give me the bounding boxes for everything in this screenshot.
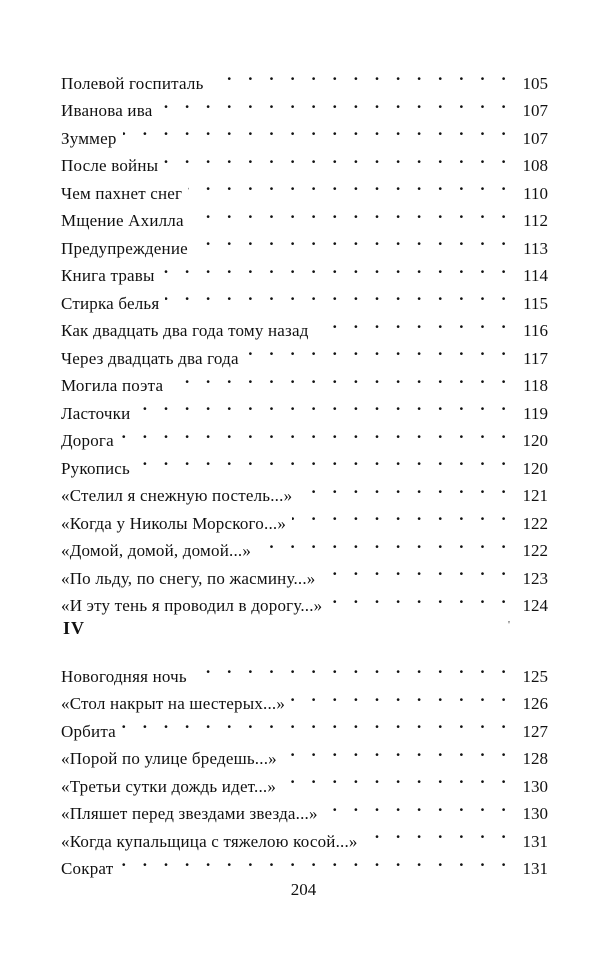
toc-entry-page: 120 [522,431,548,450]
toc-entry-title: Через двадцать два года [61,348,239,368]
toc-dot-leader [122,709,512,737]
toc-entry-page: 117 [523,348,548,368]
toc-entry-title: «По льду, по снегу, по жасмину...» [61,568,316,588]
toc-dot-leader [324,792,512,820]
toc-entry-title: После войны [61,156,159,175]
toc-entry-page: 116 [523,321,548,340]
toc-entry-title: «Когда купальщица с тяжелою косой...» [61,831,358,851]
toc-entry-title: «Пляшет перед звездами звезда...» [61,804,318,823]
toc-dot-leader [210,61,512,89]
toc-entry-title: Как двадцать два года тому назад [61,321,309,340]
toc-entry-title: Орбита [61,721,116,741]
toc-dot-leader [193,654,512,682]
toc-entry-page: 126 [522,694,548,713]
toc-dot-leader [292,501,512,529]
toc-entry-title: «И эту тень я проводил в дорогу...» [61,596,323,615]
toc-entry-title: Дорога [61,431,114,450]
toc-entry-page: 112 [523,211,548,230]
toc-entry [61,654,548,686]
toc-dot-leader [328,584,512,612]
toc-entry-page: 122 [522,513,548,533]
toc-entry-title: Чем пахнет снег [61,183,183,203]
toc-entry-title: «Когда у Николы Морского...» [61,513,287,533]
toc-entry-page: 114 [523,266,548,285]
page-number: 204 [290,880,317,899]
section-heading: IV [63,618,86,638]
toc-entry-title: «Стелил я снежную постель...» [61,486,293,505]
toc-dot-leader [123,116,512,144]
toc-dot-leader [291,682,512,710]
toc-dot-leader [158,89,512,117]
toc-entry-page: 120 [522,458,548,478]
toc-entry [61,116,548,148]
toc-dot-leader [169,364,512,392]
toc-entry-title: Сократ [61,859,114,878]
toc-entry-page: 127 [522,721,548,741]
toc-entry-title: Ласточки [61,403,131,423]
toc-entry [61,474,548,505]
toc-entry-title: Книга травы [61,266,155,285]
toc-dot-leader [245,336,512,364]
toc-entry-title: Стирка белья [61,293,160,313]
toc-entry [61,61,548,93]
toc-dot-leader [120,419,512,447]
toc-entry-page: 124 [522,596,548,615]
toc-entry-page: 121 [522,486,548,505]
toc-entry-page: 113 [523,238,548,258]
toc-entry-page: 115 [523,293,548,313]
toc-entry-title: «Домой, домой, домой...» [61,541,252,560]
toc-entry [61,144,548,175]
toc-list [61,654,548,878]
toc-dot-leader [315,309,512,337]
toc-dot-leader [194,226,512,254]
toc-dot-leader [164,144,512,172]
toc-entry-page: 131 [522,831,548,851]
toc-dot-leader [119,847,512,875]
toc-entry-title: «Стол накрыт на шестерых...» [61,694,286,713]
toc-entry-page: 130 [522,776,548,796]
toc-entry-title: Полевой госпиталь [61,73,204,93]
toc-entry-page: 118 [523,376,548,395]
toc-dot-leader [136,446,512,474]
toc-entry [61,709,548,741]
toc-entry-title: Рукопись [61,458,130,478]
toc-entry-page: 123 [522,568,548,588]
toc-entry-page: 119 [523,403,548,423]
toc-entry-page: 128 [522,749,548,768]
toc-dot-leader [298,474,512,502]
toc-entry [61,847,548,878]
toc-entry-title: «Порой по улице бредешь...» [61,749,277,768]
toc-list [61,61,548,615]
toc-entry-page: 108 [522,156,548,175]
toc-dot-leader [364,819,512,847]
toc-dot-leader [136,391,512,419]
toc-entry-title: Мщение Ахилла [61,211,184,230]
toc-dot-leader [190,199,512,227]
toc-dot-leader [283,737,512,765]
toc-entry [61,446,548,478]
toc-entry-title: Новогодняя ночь [61,666,187,686]
stray-mark: ' [508,619,510,631]
toc-entry-title: Зуммер [61,128,117,148]
toc-entry [61,737,548,768]
toc-entry-page: 130 [522,804,548,823]
toc-entry-page: 131 [522,859,548,878]
toc-dot-leader [165,281,512,309]
toc-dot-leader [161,254,512,282]
toc-entry-page: 107 [522,128,548,148]
toc-dot-leader [257,529,512,557]
toc-entry-page: 107 [522,101,548,120]
toc-entry-page: 125 [522,666,548,686]
toc-dot-leader [322,556,512,584]
toc-entry-page: 110 [523,183,548,203]
toc-entry-page: 105 [522,73,548,93]
toc-entry-title: Иванова ива [61,101,153,120]
toc-dot-leader [282,764,512,792]
toc-dot-leader [188,171,512,199]
toc-entry-title: Могила поэта [61,376,164,395]
toc-entry-page: 122 [522,541,548,560]
toc-entry [61,419,548,450]
toc-entry-title: «Третьи сутки дождь идет...» [61,776,277,796]
toc-entry-title: Предупреждение [61,238,188,258]
